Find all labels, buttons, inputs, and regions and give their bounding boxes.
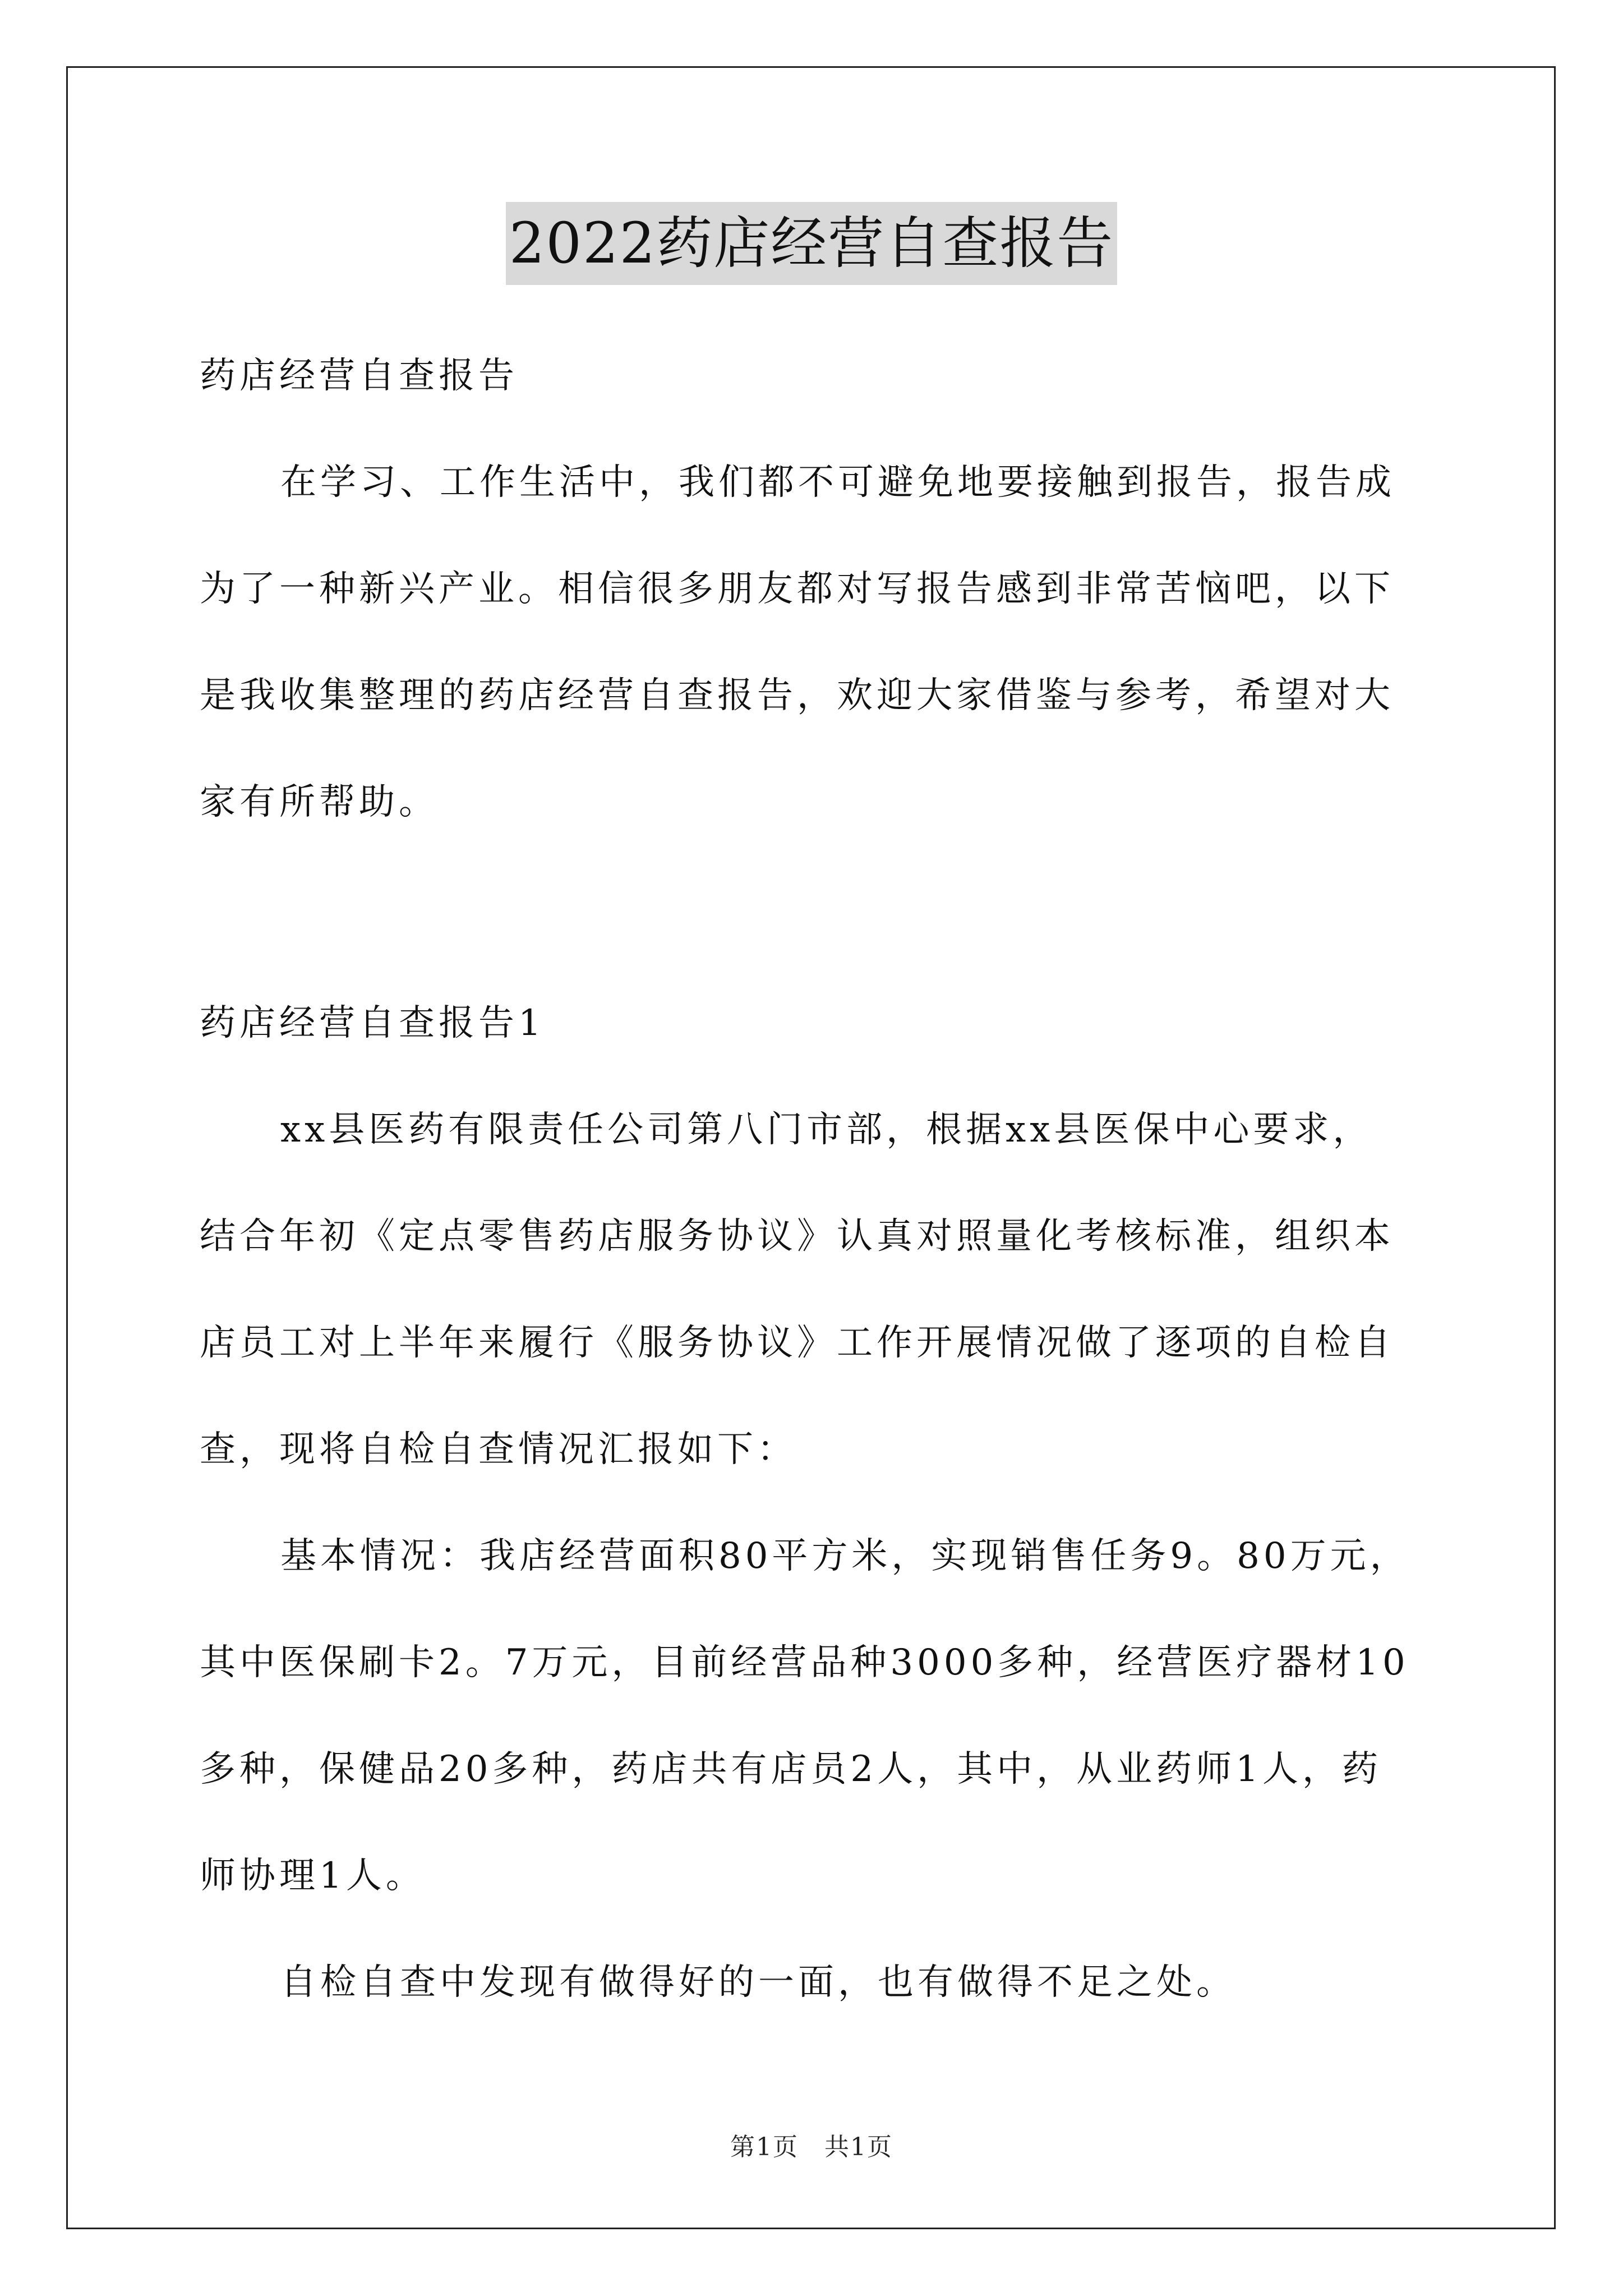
page-footer: 第1页 共1页 — [730, 2133, 893, 2161]
title-container — [0, 202, 1623, 285]
para2-line-2: 其中医保刷卡2。7万元，目前经营品种3000多种，经营医疗器材10 — [200, 1642, 1409, 1683]
para2-line-3: 多种，保健品20多种，药店共有店员2人，其中，从业药师1人，药 — [200, 1749, 1382, 1790]
intro-line-3: 是我收集整理的药店经营自查报告，欢迎大家借鉴与参考，希望对大 — [200, 675, 1394, 716]
para1-line-4: 查，现将自检自查情况汇报如下： — [200, 1429, 797, 1470]
para3-line-1: 自检自查中发现有做得好的一面，也有做得不足之处。 — [280, 1962, 1236, 2003]
para2-line-4: 师协理1人。 — [200, 1855, 426, 1897]
intro-line-2: 为了一种新兴产业。相信很多朋友都对写报告感到非常苦恼吧，以下 — [200, 568, 1394, 610]
para1-line-2: 结合年初《定点零售药店服务协议》认真对照量化考核标准，组织本 — [200, 1216, 1394, 1257]
section-heading: 药店经营自查报告1 — [200, 1002, 545, 1044]
para1-line-1: xx县医药有限责任公司第八门市部，根据xx县医保中心要求， — [280, 1109, 1373, 1151]
para2-line-1: 基本情况：我店经营面积80平方米，实现销售任务9。80万元， — [280, 1535, 1410, 1577]
document-title: 2022药店经营自查报告 — [506, 202, 1118, 285]
intro-line-4: 家有所帮助。 — [200, 781, 439, 823]
intro-line-1: 在学习、工作生活中，我们都不可避免地要接触到报告，报告成 — [280, 462, 1395, 503]
document-subtitle: 药店经营自查报告 — [200, 355, 518, 397]
para1-line-3: 店员工对上半年来履行《服务协议》工作开展情况做了逐项的自检自 — [200, 1322, 1394, 1364]
